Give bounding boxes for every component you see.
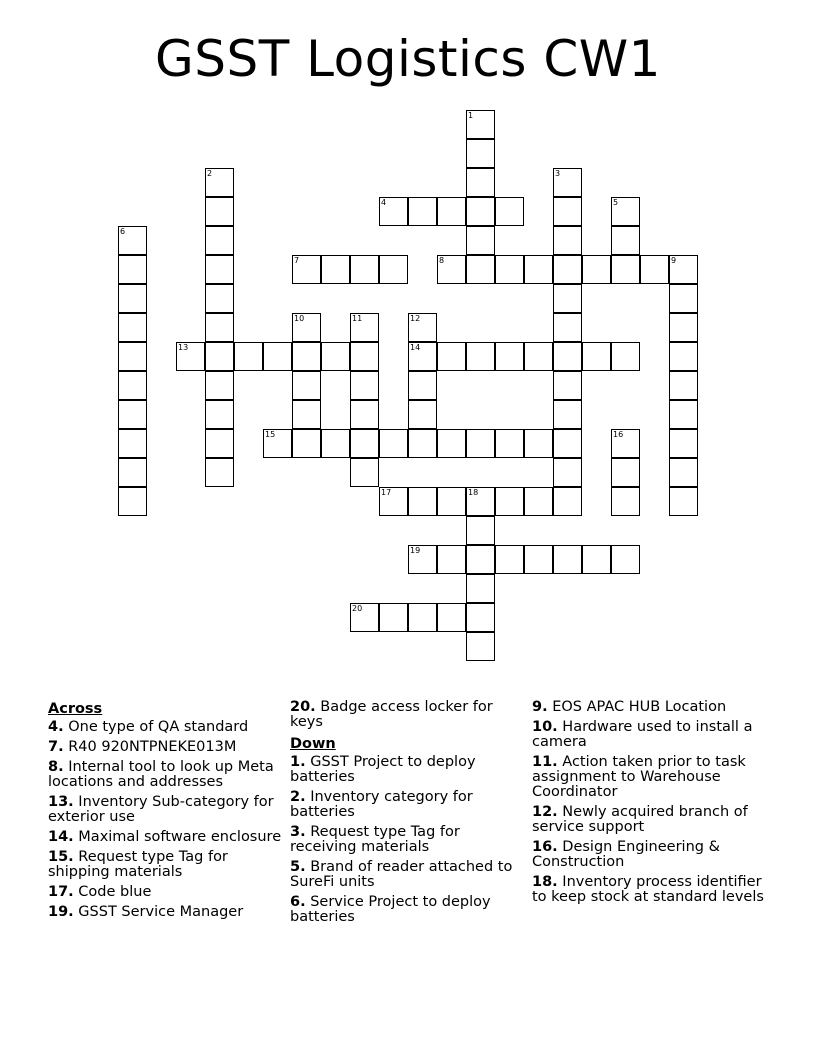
clue-number: 2 (207, 169, 213, 178)
clue-text: Inventory category for batteries (290, 789, 473, 820)
grid-cell[interactable] (495, 197, 524, 226)
grid-cell[interactable] (669, 429, 698, 458)
clue-number: 17. (48, 884, 74, 900)
clue-number: 18. (532, 874, 558, 890)
clue-item (48, 830, 283, 845)
grid-cell[interactable] (408, 400, 437, 429)
grid-cell[interactable] (205, 168, 234, 197)
clue-number: 5 (613, 198, 619, 207)
clue-item (48, 795, 283, 825)
grid-cell[interactable] (495, 545, 524, 574)
clue-number: 12. (532, 804, 558, 820)
clue-item (290, 825, 520, 855)
grid-cell[interactable] (669, 371, 698, 400)
clue-number: 20 (352, 604, 363, 613)
clue-text: Design Engineering & Construction (532, 839, 720, 870)
grid-cell[interactable] (611, 255, 640, 284)
clue-number: 17 (381, 488, 392, 497)
grid-cell[interactable] (437, 487, 466, 516)
grid-cell[interactable] (408, 313, 437, 342)
grid-cell[interactable] (408, 197, 437, 226)
grid-cell[interactable] (669, 487, 698, 516)
grid-cell[interactable] (321, 255, 350, 284)
clue-number: 16. (532, 839, 558, 855)
grid-cell[interactable] (379, 487, 408, 516)
grid-cell[interactable] (350, 603, 379, 632)
grid-cell[interactable] (379, 603, 408, 632)
grid-cell[interactable] (466, 545, 495, 574)
grid-cell[interactable] (466, 139, 495, 168)
grid-cell[interactable] (321, 342, 350, 371)
grid-cell[interactable] (582, 255, 611, 284)
grid-cell[interactable] (118, 371, 147, 400)
clue-text: Request type Tag for shipping materials (48, 849, 228, 880)
clue-text: Internal tool to look up Meta locations and addresses (48, 759, 274, 790)
clue-item (290, 700, 520, 730)
clue-number: 8 (439, 256, 445, 265)
grid-cell[interactable] (350, 371, 379, 400)
grid-cell[interactable] (524, 429, 553, 458)
clue-text: Badge access locker for keys (290, 699, 493, 730)
clue-number: 19 (410, 546, 421, 555)
grid-cell[interactable] (437, 429, 466, 458)
clue-number: 3 (555, 169, 561, 178)
grid-cell[interactable] (234, 342, 263, 371)
grid-cell[interactable] (205, 284, 234, 313)
across-heading: Across (48, 701, 103, 717)
clue-number: 18 (468, 488, 479, 497)
grid-cell[interactable] (118, 400, 147, 429)
clue-number: 6 (120, 227, 126, 236)
grid-cell[interactable] (669, 400, 698, 429)
clue-item (48, 905, 283, 920)
clue-text: GSST Service Manager (73, 904, 244, 920)
clue-number: 19. (48, 904, 74, 920)
grid-cell[interactable] (669, 255, 698, 284)
clue-number: 7. (48, 739, 64, 755)
clue-item (290, 755, 520, 785)
grid-cell[interactable] (350, 342, 379, 371)
grid-cell[interactable] (553, 226, 582, 255)
clues-column-1 (48, 700, 283, 925)
grid-cell[interactable] (553, 284, 582, 313)
grid-cell[interactable] (466, 255, 495, 284)
clue-number: 9 (671, 256, 677, 265)
grid-cell[interactable] (611, 197, 640, 226)
grid-cell[interactable] (466, 603, 495, 632)
grid-cell[interactable] (118, 226, 147, 255)
clue-number: 12 (410, 314, 421, 323)
grid-cell[interactable] (379, 255, 408, 284)
grid-cell[interactable] (350, 313, 379, 342)
clue-number: 10. (532, 719, 558, 735)
grid-cell[interactable] (408, 429, 437, 458)
grid-cell[interactable] (524, 545, 553, 574)
grid-cell[interactable] (466, 487, 495, 516)
grid-cell[interactable] (553, 400, 582, 429)
grid-cell[interactable] (669, 342, 698, 371)
clue-number: 5. (290, 859, 306, 875)
clue-item (532, 805, 772, 835)
grid-cell[interactable] (176, 342, 205, 371)
grid-cell[interactable] (408, 487, 437, 516)
grid-cell[interactable] (640, 255, 669, 284)
grid-cell[interactable] (292, 400, 321, 429)
grid-cell[interactable] (292, 255, 321, 284)
grid-cell[interactable] (437, 603, 466, 632)
clue-text: GSST Project to deploy batteries (290, 754, 476, 785)
grid-cell[interactable] (205, 255, 234, 284)
grid-cell[interactable] (611, 429, 640, 458)
grid-cell[interactable] (118, 458, 147, 487)
grid-cell[interactable] (495, 487, 524, 516)
clue-number: 3. (290, 824, 306, 840)
grid-cell[interactable] (611, 545, 640, 574)
grid-cell[interactable] (669, 284, 698, 313)
grid-cell[interactable] (611, 342, 640, 371)
clue-item (532, 875, 772, 905)
clue-item (532, 720, 772, 750)
clue-text: R40 920NTPNEKE013M (63, 739, 237, 755)
clue-text: Maximal software enclosure (73, 829, 282, 845)
grid-cell[interactable] (205, 400, 234, 429)
grid-cell[interactable] (408, 342, 437, 371)
grid-cell[interactable] (553, 313, 582, 342)
grid-cell[interactable] (553, 255, 582, 284)
grid-cell[interactable] (292, 313, 321, 342)
grid-cell[interactable] (205, 371, 234, 400)
clue-item (48, 850, 283, 880)
clue-text: Request type Tag for receiving materials (290, 824, 460, 855)
clue-number: 6. (290, 894, 306, 910)
grid-cell[interactable] (437, 197, 466, 226)
grid-cell[interactable] (466, 342, 495, 371)
clue-text: Inventory process identifier to keep stock at standard levels (532, 874, 764, 905)
grid-cell[interactable] (408, 545, 437, 574)
grid-cell[interactable] (292, 371, 321, 400)
grid-cell[interactable] (466, 516, 495, 545)
grid-cell[interactable] (205, 429, 234, 458)
clue-number: 14. (48, 829, 74, 845)
clue-number: 1 (468, 111, 474, 120)
grid-cell[interactable] (495, 429, 524, 458)
clue-number: 13 (178, 343, 189, 352)
grid-cell[interactable] (553, 197, 582, 226)
clue-item (48, 885, 283, 900)
grid-cell[interactable] (582, 545, 611, 574)
clue-number: 16 (613, 430, 624, 439)
grid-cell[interactable] (263, 429, 292, 458)
grid-cell[interactable] (466, 574, 495, 603)
grid-cell[interactable] (611, 487, 640, 516)
clues-column-2 (290, 700, 520, 930)
grid-cell[interactable] (350, 458, 379, 487)
clue-item (290, 860, 520, 890)
clue-number: 14 (410, 343, 421, 352)
grid-cell[interactable] (466, 226, 495, 255)
grid-cell[interactable] (524, 255, 553, 284)
grid-cell[interactable] (350, 400, 379, 429)
clue-text: Action taken prior to task assignment to Warehouse Coordinator (532, 754, 746, 800)
grid-cell[interactable] (495, 342, 524, 371)
grid-cell[interactable] (466, 429, 495, 458)
clue-number: 15. (48, 849, 74, 865)
clue-number: 15 (265, 430, 276, 439)
down-heading: Down (290, 736, 336, 752)
clue-number: 7 (294, 256, 300, 265)
grid-cell[interactable] (524, 342, 553, 371)
grid-cell[interactable] (466, 197, 495, 226)
clue-number: 13. (48, 794, 74, 810)
grid-cell[interactable] (408, 603, 437, 632)
clue-text: EOS APAC HUB Location (547, 699, 727, 715)
grid-cell[interactable] (669, 458, 698, 487)
clue-number: 4 (381, 198, 387, 207)
grid-cell[interactable] (524, 487, 553, 516)
grid-cell[interactable] (205, 226, 234, 255)
grid-cell[interactable] (553, 371, 582, 400)
grid-cell[interactable] (263, 342, 292, 371)
clue-text: Hardware used to install a camera (532, 719, 753, 750)
clue-item (48, 760, 283, 790)
grid-cell[interactable] (553, 168, 582, 197)
clue-number: 20. (290, 699, 316, 715)
grid-cell[interactable] (437, 255, 466, 284)
grid-cell[interactable] (292, 342, 321, 371)
clue-item (48, 740, 283, 755)
clue-item (290, 790, 520, 820)
grid-cell[interactable] (205, 197, 234, 226)
clue-number: 10 (294, 314, 305, 323)
clues-column-3 (532, 700, 772, 910)
grid-cell[interactable] (321, 429, 350, 458)
grid-cell[interactable] (205, 342, 234, 371)
grid-cell[interactable] (379, 197, 408, 226)
clue-text: Brand of reader attached to SureFi units (290, 859, 513, 890)
clue-text: Code blue (73, 884, 152, 900)
clue-number: 11. (532, 754, 558, 770)
clue-number: 1. (290, 754, 306, 770)
grid-cell[interactable] (350, 255, 379, 284)
grid-cell[interactable] (553, 429, 582, 458)
grid-cell[interactable] (669, 313, 698, 342)
clue-text: One type of QA standard (63, 719, 249, 735)
grid-cell[interactable] (408, 371, 437, 400)
grid-cell[interactable] (118, 487, 147, 516)
clue-number: 8. (48, 759, 64, 775)
grid-cell[interactable] (466, 168, 495, 197)
grid-cell[interactable] (350, 429, 379, 458)
grid-cell[interactable] (466, 632, 495, 661)
grid-cell[interactable] (118, 342, 147, 371)
clue-number: 2. (290, 789, 306, 805)
grid-cell[interactable] (495, 255, 524, 284)
grid-cell[interactable] (553, 487, 582, 516)
grid-cell[interactable] (582, 342, 611, 371)
grid-cell[interactable] (553, 342, 582, 371)
grid-cell[interactable] (437, 545, 466, 574)
grid-cell[interactable] (553, 458, 582, 487)
clue-item (532, 700, 772, 715)
grid-cell[interactable] (553, 545, 582, 574)
grid-cell[interactable] (205, 313, 234, 342)
grid-cell[interactable] (118, 284, 147, 313)
grid-cell[interactable] (118, 429, 147, 458)
grid-cell[interactable] (611, 226, 640, 255)
grid-cell[interactable] (118, 313, 147, 342)
clue-item (532, 755, 772, 800)
clue-number: 9. (532, 699, 548, 715)
grid-cell[interactable] (379, 429, 408, 458)
clue-item (532, 840, 772, 870)
clue-number: 11 (352, 314, 363, 323)
grid-cell[interactable] (466, 110, 495, 139)
clue-text: Service Project to deploy batteries (290, 894, 491, 925)
clue-text: Newly acquired branch of service support (532, 804, 748, 835)
grid-cell[interactable] (118, 255, 147, 284)
grid-cell[interactable] (611, 458, 640, 487)
puzzle-title: GSST Logistics CW1 (155, 30, 661, 88)
grid-cell[interactable] (292, 429, 321, 458)
grid-cell[interactable] (205, 458, 234, 487)
clue-number: 4. (48, 719, 64, 735)
grid-cell[interactable] (437, 342, 466, 371)
clue-text: Inventory Sub-category for exterior use (48, 794, 274, 825)
clue-item (48, 720, 283, 735)
clue-item (290, 895, 520, 925)
